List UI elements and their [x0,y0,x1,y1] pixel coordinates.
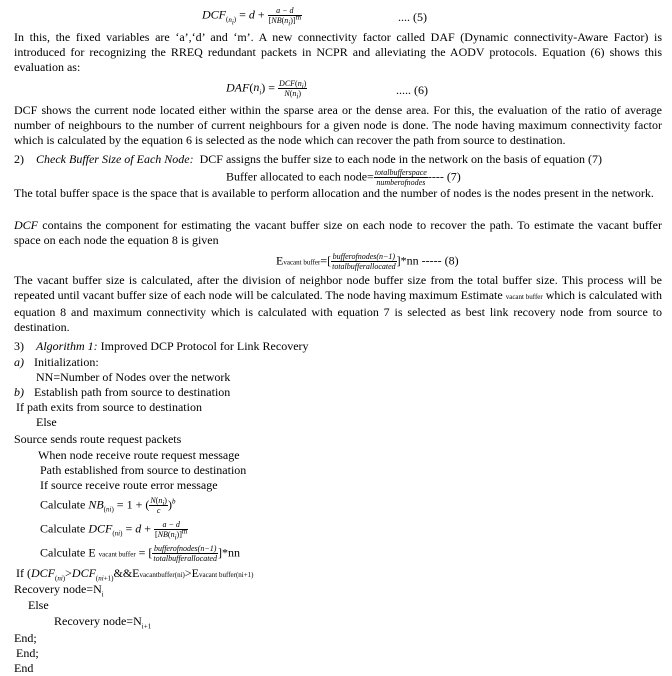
algo-if-path: If path exits from source to destination [16,400,202,414]
paragraph-vacant-buffer: The vacant buffer size is calculated, after the division of neighbor node buffer size from the total buffer size. This process will be repeated until vacant buffer size of each node will be calculated. The node having maximum Estimate vacant buffer which is calculated with equation 8 and maximum connectivity which is calculated with equation 7 is selected as best link recovery node from source to destination. [14,273,663,334]
subsection-3-heading [14,339,309,354]
equation-8-suffix: ]*nn ----- (8) [396,253,459,268]
paragraph-dcf-shows: DCF shows the current node located either within the sparse area or the dense area. For this, the evaluation of the ratio of average number of neighbours to the number of current neighbours for a given node is done. The node having maximum connectivity factor which is calculated by the equation 6 is selected as the node which can recover the path from source to destination. [14,103,662,147]
equation-7-prefix: Buffer allocated to each node= [226,169,374,184]
paragraph-total-buffer: The total buffer space is the space that is available to perform allocation and the number of nodes is the nodes present in the network. [14,186,654,200]
algo-establish-path: Establish path from source to destination [34,385,231,399]
algo-end-1: End; [14,631,37,645]
subsection-2-title: Check Buffer Size of Each Node: [36,152,194,166]
paragraph-daf-intro: In this, the fixed variables are ‘a’,‘d’ and ‘m’. A new connectivity factor called DAF (Dynamic connectivity-Aware Factor) is introduced for recognizing the RREQ redundant packets in NCPR and alleviating the AODV protocols. Equation (6) shows this evaluation as: [14,30,662,74]
algo-b-label: b) [14,385,24,399]
equation-8-numerator: bufferofnodes(n−1) [332,252,396,261]
algo-calculate-nb: Calculate $NB_{(ni)} = 1$ + ( $\frac{N(n_i)}{c}$ )$^b$ [40,496,176,515]
equation-7-suffix: ---- (7) [427,169,461,184]
algo-recovery-node-2: Recovery $node=N_{i+1}$ [54,614,152,631]
algo-initialization: Initialization: [34,355,99,369]
algo-else-1: Else [36,415,57,429]
subsection-3-text: Improved DCP Protocol for Link Recovery [100,339,309,353]
algo-calculate-dcf: Calculate $DCF_{(ni)} = d$ + $\frac{a - d}{[NB(n_i)]^m}$ [40,520,188,542]
equation-5-number: .... (5) [398,10,427,24]
equation-8: Evacant buffer=[ $\frac{\text{bufferofnodes(n−1)}}{\text{totalbufferallocated}}$ ]*nn ----- (8) [276,252,459,271]
equation-6: $DAF(n_i)$ = $\frac{DCF(n_i)}{N(n_i)}$ [226,79,307,101]
algo-when-receive: When node receive route request message [38,448,240,462]
algo-end-2: End; [16,646,39,660]
algo-calculate-evacant: Calculate E vacant buffer = [ $\frac{\text{bufferofnodes(n−1)}}{\text{totalbufferallocated}}$ ]*nn [40,544,240,563]
subsection-3-number: 3) [14,339,24,353]
equation-7-numerator: totalbufferspace [374,168,427,177]
equation-7 [226,168,461,187]
paragraph-dcf-component: DCF contains the component for estimating the vacant buffer size on each node to recover the path. To estimate the vacant buffer space on each node the equation 8 is given [14,218,662,247]
algo-if-error: If source receive route error message [40,478,218,492]
algo-end-3: End [14,661,34,675]
subsection-2-heading [14,152,602,167]
algo-path-established: Path established from source to destination [40,463,247,477]
algo-else-2: Else [28,598,49,612]
algo-if-compare: If ($DCF_{(ni)}>DCF_{(ni+1)}\&\&Evacantbuffer(ni)>Evacant$ buffer(ni+1) [16,566,254,583]
equation-7-denominator: numberofnodes [376,178,426,187]
algo-nn-definition: NN=Number of Nodes over the network [36,370,231,384]
equation-5: $DCF_{(n_i)} = d$ + $\frac{a - d}{[NB(n_i)]^m}$ [202,6,302,28]
equation-8-denominator: totalbufferallocated [332,262,396,271]
algo-a-label: a) [14,355,24,369]
algo-recovery-node-1: Recovery $node=N_i$ [14,582,104,599]
subsection-2-text: DCF assigns the buffer size to each node in the network on the basis of equation (7) [199,152,602,166]
algo-source-sends: Source sends route request packets [14,432,182,446]
equation-6-number: ..... (6) [396,83,428,97]
subsection-2-number: 2) [14,152,24,166]
subsection-3-title: Algorithm 1: [36,339,98,353]
